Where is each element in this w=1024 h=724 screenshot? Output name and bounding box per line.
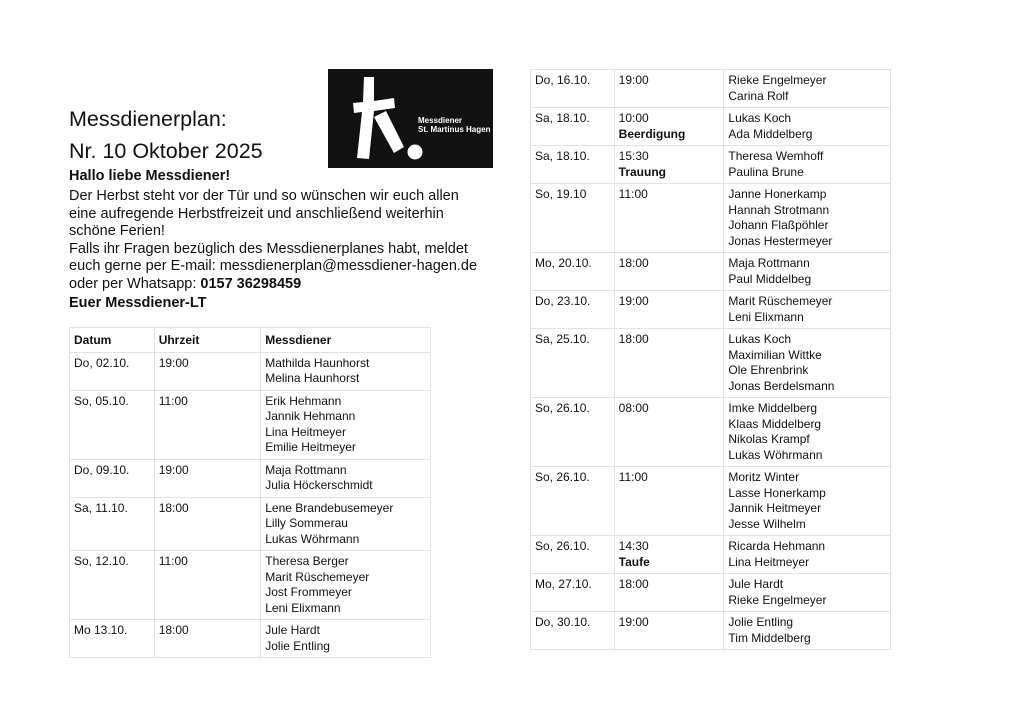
cell-servers xyxy=(724,108,891,146)
cell-date: Mo 13.10. xyxy=(70,620,155,658)
server-name: Maja Rottmann xyxy=(265,462,347,477)
cell-servers xyxy=(724,467,891,536)
cell-servers xyxy=(724,146,891,184)
cell-servers xyxy=(724,536,891,574)
cell-date: Do, 02.10. xyxy=(70,352,155,390)
table-row xyxy=(531,536,891,574)
table-header-row xyxy=(70,328,431,353)
cell-servers xyxy=(724,329,891,398)
server-name: Marit Rüschemeyer xyxy=(728,294,833,308)
cell-servers xyxy=(724,574,891,612)
server-name: Janne Honerkamp xyxy=(728,187,827,201)
server-name: Ada Middelberg xyxy=(728,126,813,141)
server-name: Rieke Engelmeyer xyxy=(728,592,827,607)
table-row xyxy=(531,184,891,253)
server-name: Lukas Wöhrmann xyxy=(265,531,360,546)
table-row xyxy=(531,329,891,398)
table-row xyxy=(70,352,431,390)
server-name: Jolie Entling xyxy=(728,615,794,629)
cell-date: So, 12.10. xyxy=(70,551,155,620)
server-name: Ole Ehrenbrink xyxy=(728,363,809,377)
schedule-table-left xyxy=(69,327,431,658)
table-row xyxy=(531,574,891,612)
title-line-1: Messdienerplan: xyxy=(69,107,227,131)
intro-line-5: euch gerne per E-mail: messdienerplan@messdiener-hagen.de xyxy=(69,258,478,274)
time-value: 11:00 xyxy=(618,470,648,484)
cell-time xyxy=(614,329,724,398)
cell-time xyxy=(614,291,724,329)
server-name: Paulina Brune xyxy=(728,164,804,179)
intro-text xyxy=(69,188,499,293)
cell-time xyxy=(614,108,724,146)
cell-time xyxy=(614,253,724,291)
cell-time xyxy=(614,467,724,536)
server-name: Carina Rolf xyxy=(728,88,789,103)
server-name: Maja Rottmann xyxy=(728,256,810,270)
cell-servers xyxy=(724,398,891,467)
time-value: 11:00 xyxy=(158,393,188,408)
cell-servers xyxy=(261,459,431,497)
cell-servers xyxy=(261,352,431,390)
time-value: 18:00 xyxy=(158,500,189,515)
table-row xyxy=(531,70,891,108)
cell-time xyxy=(614,574,724,612)
cell-time xyxy=(614,70,724,108)
time-value: 10:00 xyxy=(618,111,649,125)
cell-time xyxy=(614,612,724,650)
cell-date: Sa, 18.10. xyxy=(531,146,615,184)
time-value: 19:00 xyxy=(158,355,189,370)
cell-date: Do, 09.10. xyxy=(70,459,155,497)
cell-date: Sa, 11.10. xyxy=(70,497,155,551)
server-name: Maximilian Wittke xyxy=(728,347,822,362)
server-name: Jesse Wilhelm xyxy=(728,516,806,531)
cell-date: Sa, 18.10. xyxy=(531,108,615,146)
table-row xyxy=(70,551,431,620)
table-row xyxy=(70,497,431,551)
time-value: 11:00 xyxy=(618,187,648,201)
server-name: Lina Heitmeyer xyxy=(265,424,346,439)
server-name: Lukas Koch xyxy=(728,332,792,346)
cell-time xyxy=(154,620,261,658)
intro-line-4: Falls ihr Fragen bezüglich des Messdienerplanes habt, meldet xyxy=(69,240,468,257)
server-name: Nikolas Krampf xyxy=(728,432,810,446)
server-name: Leni Elixmann xyxy=(728,309,804,324)
server-name: Theresa Wemhoff xyxy=(728,149,824,163)
intro-line-3: schöne Ferien! xyxy=(69,223,165,239)
table-row xyxy=(531,108,891,146)
signature: Euer Messdiener-LT xyxy=(69,295,207,311)
table-row xyxy=(531,146,891,184)
time-value: 19:00 xyxy=(618,73,649,87)
server-name: Melina Haunhorst xyxy=(265,371,360,385)
greeting: Hallo liebe Messdiener! xyxy=(69,168,231,184)
time-value: 18:00 xyxy=(618,332,649,346)
cell-servers xyxy=(724,253,891,291)
table-row xyxy=(70,390,431,459)
logo-text-2: St. Martinus Hagen xyxy=(418,125,491,134)
cell-date: So, 19.10 xyxy=(531,184,615,253)
cell-date: Sa, 25.10. xyxy=(531,329,615,398)
time-value: 18:00 xyxy=(158,623,189,637)
table-row xyxy=(70,620,431,658)
server-name: Emilie Heitmeyer xyxy=(265,440,356,454)
time-value: 18:00 xyxy=(618,256,649,270)
cell-time xyxy=(154,459,261,497)
service-note: Beerdigung xyxy=(618,126,686,141)
cell-date: Do, 23.10. xyxy=(531,291,615,329)
cell-date: Do, 30.10. xyxy=(531,612,615,650)
server-name: Lene Brandebusemeyer xyxy=(265,500,394,515)
cell-servers xyxy=(261,620,431,658)
time-value: 19:00 xyxy=(618,615,649,629)
logo-text-1: Messdiener xyxy=(418,116,463,125)
server-name: Jost Frommeyer xyxy=(265,585,352,599)
server-name: Jolie Entling xyxy=(265,638,330,653)
time-value: 19:00 xyxy=(618,294,649,308)
page-title xyxy=(69,103,263,167)
cell-time xyxy=(154,352,261,390)
logo xyxy=(328,69,493,168)
server-name: Jule Hardt xyxy=(265,623,320,637)
time-value: 08:00 xyxy=(618,401,649,415)
server-name: Jannik Heitmeyer xyxy=(728,501,822,515)
cell-date: So, 26.10. xyxy=(531,467,615,536)
cell-date: Do, 16.10. xyxy=(531,70,615,108)
time-value: 19:00 xyxy=(158,462,189,477)
cell-time xyxy=(614,536,724,574)
cell-date: So, 05.10. xyxy=(70,390,155,459)
server-name: Ricarda Hehmann xyxy=(728,539,826,553)
server-name: Jonas Hestermeyer xyxy=(728,233,833,248)
server-name: Mathilda Haunhorst xyxy=(265,355,370,370)
time-value: 11:00 xyxy=(158,554,188,568)
time-value: 14:30 xyxy=(618,539,649,553)
time-value: 15:30 xyxy=(618,149,649,163)
server-name: Jannik Hehmann xyxy=(265,409,356,423)
server-name: Lilly Sommerau xyxy=(265,516,348,530)
cell-servers xyxy=(261,390,431,459)
header-servers: Messdiener xyxy=(261,328,431,353)
table-row xyxy=(531,398,891,467)
cell-servers xyxy=(261,497,431,551)
cell-date: Mo, 20.10. xyxy=(531,253,615,291)
whatsapp-label: oder per Whatsapp: xyxy=(69,275,201,292)
server-name: Lukas Koch xyxy=(728,111,792,125)
server-name: Erik Hehmann xyxy=(265,393,342,408)
header-date: Datum xyxy=(70,328,155,353)
server-name: Marit Rüschemeyer xyxy=(265,569,370,584)
schedule-table-right xyxy=(530,69,891,650)
server-name: Moritz Winter xyxy=(728,470,800,484)
title-line-2: Nr. 10 Oktober 2025 xyxy=(69,139,263,163)
service-note: Taufe xyxy=(618,554,650,569)
cell-time xyxy=(154,390,261,459)
server-name: Rieke Engelmeyer xyxy=(728,73,827,87)
service-note: Trauung xyxy=(618,164,667,179)
table-row xyxy=(70,459,431,497)
cell-date: Mo, 27.10. xyxy=(531,574,615,612)
server-name: Lukas Wöhrmann xyxy=(728,447,823,462)
server-name: Theresa Berger xyxy=(265,554,349,568)
cell-servers xyxy=(724,70,891,108)
server-name: Tim Middelberg xyxy=(728,630,811,645)
cell-servers xyxy=(724,291,891,329)
cell-time xyxy=(614,184,724,253)
server-name: Johann Flaßpöhler xyxy=(728,218,829,232)
server-name: Leni Elixmann xyxy=(265,600,341,615)
whatsapp-number: 0157 36298459 xyxy=(200,275,302,292)
table-row xyxy=(531,467,891,536)
cell-time xyxy=(154,497,261,551)
server-name: Jule Hardt xyxy=(728,577,784,591)
server-name: Lina Heitmeyer xyxy=(728,554,810,569)
server-name: Lasse Honerkamp xyxy=(728,485,826,500)
intro-line-1: Der Herbst steht vor der Tür und so wünschen wir euch allen xyxy=(69,188,459,204)
table-row xyxy=(531,253,891,291)
server-name: Klaas Middelberg xyxy=(728,416,822,431)
intro-line-6 xyxy=(69,276,499,294)
cell-date: So, 26.10. xyxy=(531,398,615,467)
server-name: Imke Middelberg xyxy=(728,401,818,415)
server-name: Paul Middelbeg xyxy=(728,271,812,286)
server-name: Jonas Berdelsmann xyxy=(728,378,835,393)
table-row xyxy=(531,291,891,329)
header-time: Uhrzeit xyxy=(154,328,261,353)
cell-servers xyxy=(724,612,891,650)
cell-time xyxy=(614,146,724,184)
cell-date: So, 26.10. xyxy=(531,536,615,574)
cell-time xyxy=(614,398,724,467)
cell-servers xyxy=(724,184,891,253)
cell-servers xyxy=(261,551,431,620)
intro-line-2: eine aufregende Herbstfreizeit und anschließend weiterhin xyxy=(69,205,444,222)
server-name: Hannah Strotmann xyxy=(728,202,830,217)
time-value: 18:00 xyxy=(618,577,649,591)
server-name: Julia Höckerschmidt xyxy=(265,478,373,492)
table-row xyxy=(531,612,891,650)
cell-time xyxy=(154,551,261,620)
